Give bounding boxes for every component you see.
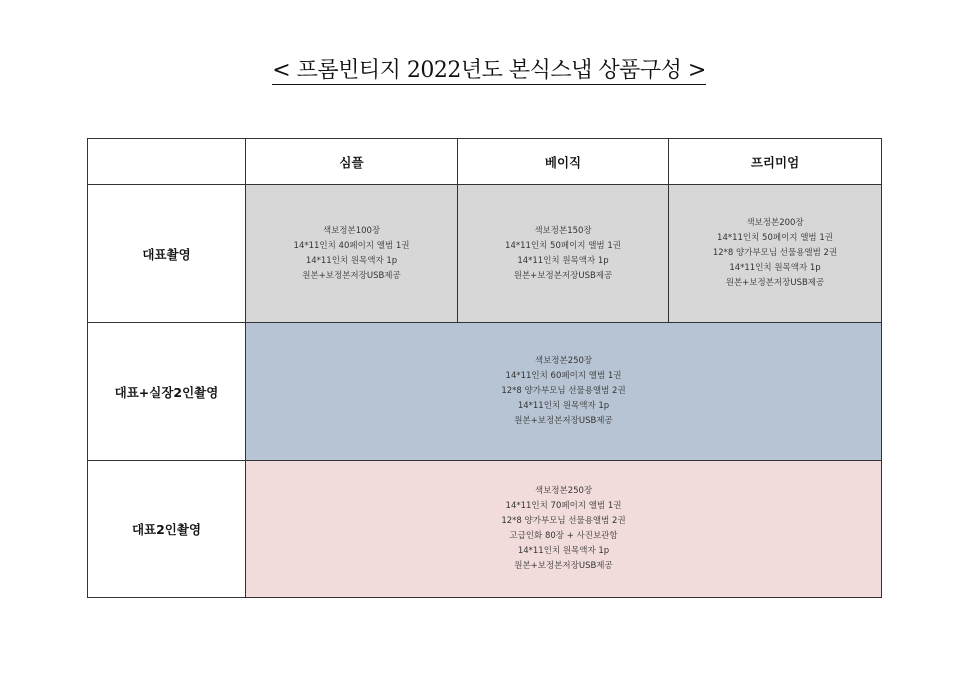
package-line: 12*8 양가부모님 선물용앨범 2권 (501, 516, 626, 526)
table-row (88, 185, 882, 323)
page-title-text: < 프롬빈티지 2022년도 본식스냅 상품구성 > (272, 58, 706, 83)
package-cell-premium (669, 185, 882, 323)
column-header-basic: 베이직 (458, 139, 669, 185)
package-cell-director-two (246, 461, 882, 598)
package-line: 14*11인치 원목액자 1p (517, 401, 610, 411)
header-corner-cell (88, 139, 246, 185)
package-line: 14*11인치 원목액자 1p (517, 255, 609, 266)
package-line: 색보정본150장 (534, 225, 592, 236)
package-line: 색보정본100장 (322, 225, 381, 236)
package-cell-two-person (246, 323, 882, 461)
package-line: 12*8 양가부모님 선물용앨범 2권 (501, 386, 626, 396)
package-line: 14*11인치 40페이지 앨범 1권 (293, 240, 410, 251)
table-row (88, 323, 882, 461)
package-table (87, 138, 882, 598)
package-line: 14*11인치 70페이지 앨범 1권 (505, 501, 622, 511)
row-label-two-person-shoot: 대표+실장2인촬영 (88, 323, 246, 461)
page-title (0, 56, 978, 86)
package-line: 색보정본250장 (534, 356, 593, 366)
package-line: 고급인화 80장 + 사진보관함 (509, 531, 618, 541)
column-header-premium: 프리미엄 (669, 139, 882, 185)
package-line: 14*11인치 원목액자 1p (517, 546, 610, 556)
row-label-main-shoot: 대표촬영 (88, 185, 246, 323)
package-line: 원본+보정본저장USB제공 (514, 416, 613, 426)
package-cell-simple (246, 185, 458, 323)
package-line: 원본+보정본저장USB제공 (513, 270, 613, 281)
package-line: 14*11인치 원목액자 1p (729, 263, 821, 273)
package-line: 14*11인치 60페이지 앨범 1권 (505, 371, 622, 381)
column-header-simple: 심플 (246, 139, 458, 185)
table-row (88, 461, 882, 598)
package-line: 14*11인치 50페이지 앨범 1권 (717, 233, 833, 243)
package-cell-basic (458, 185, 669, 323)
package-line: 원본+보정본저장USB제공 (725, 278, 825, 288)
package-line: 14*11인치 원목액자 1p (305, 255, 398, 266)
table-header-row (88, 139, 882, 185)
package-line: 원본+보정본저장USB제공 (514, 561, 613, 571)
package-line: 14*11인치 50페이지 앨범 1권 (505, 240, 621, 251)
package-line: 색보정본200장 (746, 218, 804, 228)
package-line: 원본+보정본저장USB제공 (302, 270, 401, 281)
row-label-director-two-shoot: 대표2인촬영 (88, 461, 246, 598)
package-line: 색보정본250장 (534, 486, 593, 496)
package-line: 12*8 양가부모님 선물용앨범 2권 (712, 248, 838, 258)
